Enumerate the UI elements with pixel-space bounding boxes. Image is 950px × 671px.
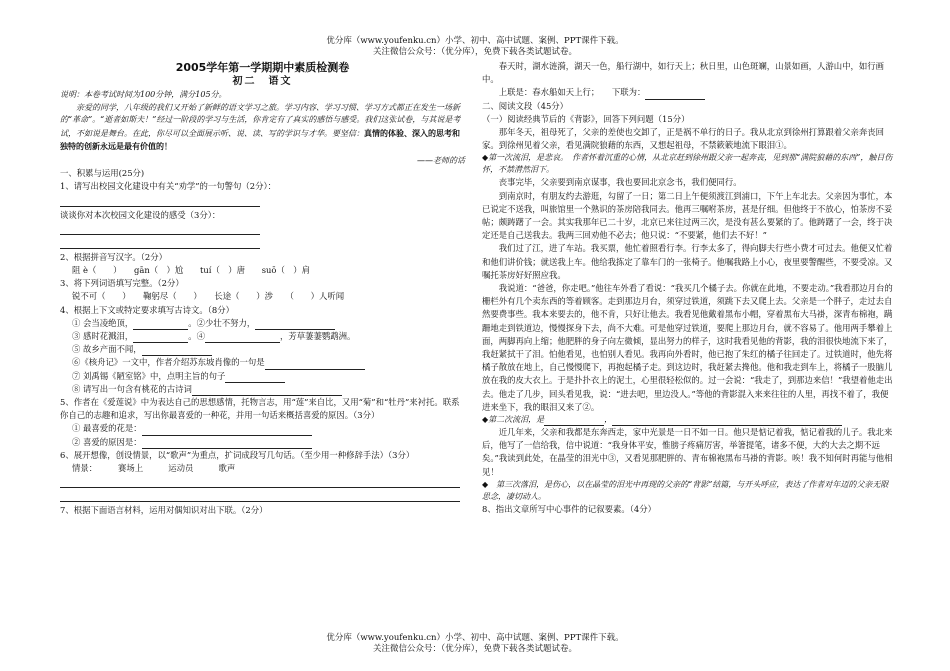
question-5b (60, 436, 465, 449)
blank[interactable] (255, 319, 335, 330)
section-1-heading: 一、积累与运用(25分) (60, 168, 145, 179)
annotation-1: ◆第一次流泪，是悲哀。 作者怀着沉重的心情，从北京赶到徐州跟父亲一起奔丧，见到那“满院狼藉的东西”，触目伤怀，不禁潸然泪下。 (482, 153, 893, 175)
question-2: 2、根据拼音写汉字。（2分） (60, 251, 167, 262)
answer-line[interactable] (60, 223, 260, 235)
annotation-2-text: ◆第二次流泪，是 (482, 415, 545, 425)
blank[interactable] (133, 332, 188, 343)
intro-emphasis: 真情的体验、深入的思考和独特的创新永远是最有价值的！ (60, 127, 460, 152)
question-5: 5、作者在《爱莲说》中为表达自己的思想感情，托物言志，用“莲”来自比，又用“菊”和“牡丹”来衬托。联系你自己的志趣和追求，写出你最喜爱的一种花，并用一句话来概括喜爱的原因。（3分） (60, 397, 460, 421)
q4a-text: ① 会当凌绝顶， (72, 317, 134, 328)
q4b2-text: 。④ (188, 331, 206, 341)
intro-text: 亲爱的同学，八年级的我们又开始了新鲜的语文学习之旅。学习内容、学习习惯、学习方式都正在发生一场新的“革命”。“逝者如斯夫！”经过一阶段的学习与生活，你肯定有了真实的感悟与感受。我们这张试卷，与其说是考试，不如说是舞台。在此，你尽可以全面展示听、说、读、写的学识与才华。要坚信： (60, 102, 461, 138)
blank[interactable] (225, 372, 285, 383)
question-5a (60, 422, 465, 435)
question-4a (60, 317, 465, 330)
exam-subtitle: 初二 语文 (232, 76, 293, 87)
teacher-signature: ——老师的话 (417, 155, 465, 165)
answer-line[interactable] (60, 490, 460, 502)
blank[interactable] (192, 385, 342, 396)
left-column (60, 60, 465, 517)
question-7: 7、根据下面语言材料，运用对偶知识对出下联。（2分） (60, 505, 268, 516)
page-footer (0, 633, 950, 655)
passage-paragraph: 近几年来，父亲和我都是东奔西走，家中光景是一日不如一日。他只是惦记着我，惦记着我的儿子。我北来后，他写了一信给我，信中说道：“我身体平安，惟膀子疼痛厉害，举箸提笔，诸多不便，大约大去之期不远矣。”我读到此处，在晶莹的泪光中③，又看见那肥胖的、青布棉袍黑布马褂的背影。唉！我不知何时再能与他相见！ (482, 427, 893, 477)
exam-note: 说明：本卷考试时间为100分钟，满分105分。 (60, 90, 227, 99)
q5a-text: ① 最喜爱的花是： (72, 423, 142, 434)
page-header (0, 36, 950, 58)
teacher-intro (60, 102, 465, 154)
passage-paragraph: 我们过了江，进了车站。我买票，他忙着照看行李。行李太多了，得向脚夫行些小费才可过去。他便又忙着和他们讲价钱；就送我上车。他给我拣定了靠车门的一张椅子。他嘱我路上小心，夜里要警醒些，不要受凉。又嘱托茶房好好照应我。 (482, 243, 893, 280)
header-line-1: 优分库（www.youfenku.cn）小学、初中、高中试题、案例、PPT课件下载。 (326, 36, 624, 46)
question-3: 3、将下列词语填写完整。（2分） (60, 278, 184, 289)
question-8: 8、指出文章所写中心事件的记叙要素。（4分） (482, 503, 656, 514)
section-2-heading: 二、阅读文段（45分） (482, 100, 569, 111)
couplet-material: 春天时，湖水涟漪，湖天一色，船行湖中，如行天上；秋日里，山色斑斓，山景如画，人游山中，如行画中。 (482, 61, 885, 85)
q5b-text: ② 喜爱的原因是： (72, 436, 142, 447)
header-line-2: 关注微信公众号：（优分库），免费下载各类试题试卷。 (372, 47, 577, 57)
question-4f (60, 383, 465, 396)
footer-line-2: 关注微信公众号：（优分库），免费下载各类试题试卷。 (372, 644, 577, 654)
question-1: 1、请写出校园文化建设中有关“劝学”的一句警句（2分）： (60, 181, 277, 192)
blank[interactable] (265, 359, 365, 370)
blank[interactable] (645, 89, 705, 100)
reading-1-heading: （一）阅读经典节后的《背影》，回答下列问题（15分） (482, 113, 690, 124)
q4b3-text: ，芳草萋萋鹦鹉洲。 (280, 331, 356, 341)
q4b-text: ③ 感时花溅泪， (72, 331, 134, 341)
annotation-3: ◆ 第三次落泪，是伤心，以在晶莹的泪光中再现的父亲的“背影”结篇，与开头呼应，表达了作者对年迈的父亲无限思念，凄切动人。 (482, 479, 889, 501)
q4a2-text: 。②少壮不努力， (188, 317, 256, 328)
footer-line-1: 优分库（www.youfenku.cn）小学、初中、高中试题、案例、PPT课件下载。 (326, 633, 624, 643)
question-4e (60, 370, 465, 383)
q4f-text: ⑧ 请写出一句含有桃花的古诗词 (72, 383, 192, 394)
passage-paragraph: 那年冬天，祖母死了，父亲的差使也交卸了，正是祸不单行的日子。我从北京到徐州打算跟着父亲奔丧回家。到徐州见着父亲，看见满院狼藉的东西，又想起祖母，不禁簌簌地流下眼泪①。 (482, 127, 885, 151)
answer-line[interactable] (60, 476, 460, 488)
right-column (482, 60, 894, 516)
exam-title: 2005学年第一学期期中素质检测卷 (175, 61, 350, 74)
question-4c (60, 343, 465, 356)
q4c-text: ⑤ 故乡产面不闻， (72, 344, 142, 355)
blank[interactable] (142, 425, 312, 436)
couplet-line (482, 86, 894, 99)
question-1b: 谈谈你对本次校园文化建设的感受（3分）： (60, 209, 221, 220)
couplet-text: 上联是：春水船如天上行； 下联为： (498, 87, 646, 98)
question-4b (60, 330, 465, 343)
blank[interactable] (142, 345, 212, 356)
blank[interactable] (133, 319, 188, 330)
q4d-text: ⑥《核舟记》一文中，作者介绍苏东坡肖像的一句是 (72, 357, 265, 368)
blank[interactable] (205, 332, 280, 343)
question-4d (60, 356, 465, 369)
question-6: 6、展开想像，创设情景，以“歌声”为重点，扩词成段写几句话。（至少用一种修辞手法）（3分） (60, 449, 415, 460)
q4e-text: ⑦ 刘禹锡《陋室铭》中，点明主旨的句子 (72, 370, 226, 381)
passage-paragraph: 我说道：“爸爸，你走吧。”他往车外看了看说：“我买几个橘子去。你就在此地，不要走动。”我看那边月台的栅栏外有几个卖东西的等着顾客。走到那边月台，须穿过铁道，须跳下去又爬上去。父亲是一个胖子，走过去自然要费事些。我本来要去的，他不肯，只好让他去。我看见他戴着黑布小帽，穿着黑布大马褂，深青布棉袍，蹒跚地走到铁道边，慢慢探身下去，尚不大难。可是他穿过铁道，要爬上那边月台，就不容易了。他用两手攀着上面，两脚再向上缩；他肥胖的身子向左微倾，显出努力的样子，这时我看见他的背影，我的泪很快地流下来了，我赶紧拭干了泪。怕他看见，也怕别人看见。我再向外看时，他已抱了朱红的橘子往回走了。过铁道时，他先将橘子散放在地上，自己慢慢爬下，再抱起橘子走。到这边时，我赶紧去搀他。他和我走到车上，将橘子一股脑儿放在我的皮大衣上。于是扑扑衣上的泥土，心里很轻松似的。过一会说：“我走了，到那边来信！”我望着他走出去。他走了几步，回头看见我，说：“进去吧，里边没人。”等他的背影混入来来往往的人里，再找不着了，我便进来坐下，我的眼泪又来了②。 (482, 283, 893, 412)
annotation-2: ◆第二次流泪，是 ， (482, 414, 894, 426)
answer-line[interactable] (60, 237, 260, 249)
question-3-items: 锐不可（ ） 鞠躬尽（ ） 长途（ ）涉 （ ）人听闻 (72, 291, 345, 302)
blank[interactable] (612, 415, 842, 426)
question-4: 4、根据上下文或特定要求填写古诗文。（8分） (60, 304, 234, 315)
answer-line[interactable] (60, 195, 260, 207)
question-2-items: 阻 è（ ） gān（ ）尬 tuí（ ）唐 suō（ ）肩 (72, 264, 310, 275)
question-6-prompt: 情景： 赛场上 运动员 歌声 (72, 463, 236, 474)
blank[interactable] (142, 438, 312, 449)
blank[interactable] (544, 415, 604, 426)
passage-paragraph: 丧事完毕，父亲要到南京谋事，我也要回北京念书，我们便同行。 (498, 177, 742, 188)
passage-paragraph: 到南京时，有朋友约去游逛，勾留了一日；第二日上午便须渡江到浦口，下午上车北去。父亲因为事忙，本已说定不送我，叫旅馆里一个熟识的茶房陪我同去。他再三嘱咐茶房，甚是仔细。但他终于不放心，怕茶房不妥帖；颇踌躇了一会。其实我那年已二十岁，北京已来往过两三次，是没有甚么要紧的了。他踌躇了一会，终于决定还是自己送我去。我两三回劝他不必去；他只说：“不要紧，他们去不好！” (482, 190, 893, 241)
